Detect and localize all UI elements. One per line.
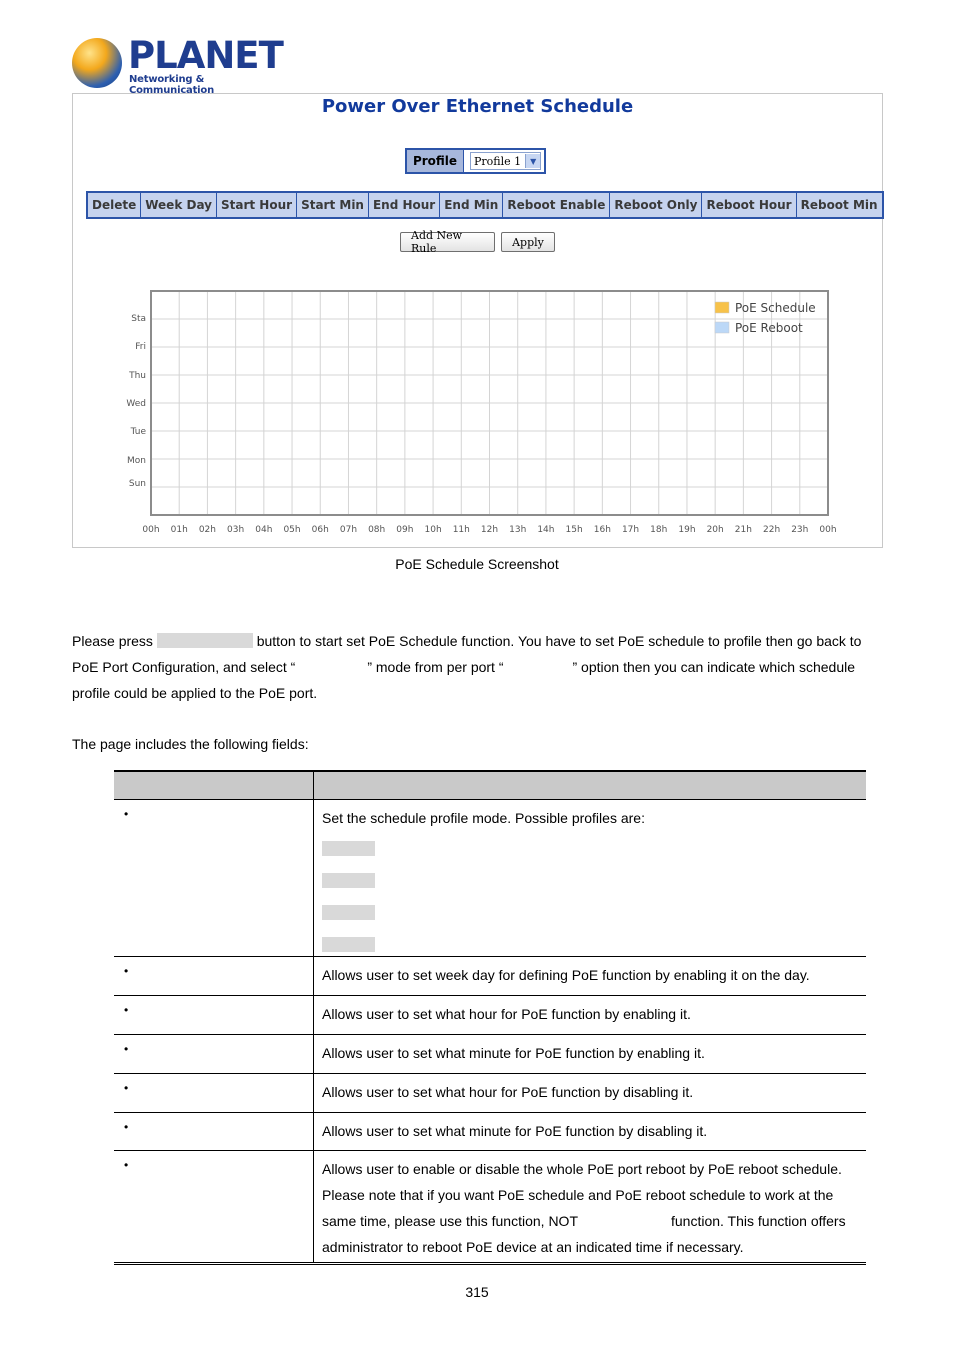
bullet: •: [124, 1158, 129, 1172]
x-tick-label: 10h: [424, 525, 442, 535]
schedule-chart: [113, 282, 853, 542]
x-tick-label: 02h: [198, 525, 216, 535]
page-number: 315: [465, 1284, 489, 1300]
para-text: profile could be applied to the PoE port.: [72, 685, 318, 701]
profile-select[interactable]: [470, 152, 541, 170]
table-row: [114, 1151, 866, 1264]
x-tick-label: 09h: [396, 525, 414, 535]
blank-term: [504, 659, 573, 674]
page-title: Power Over Ethernet Schedule: [321, 96, 634, 117]
profile-select-cell: [464, 150, 544, 172]
x-tick-label: 06h: [311, 525, 329, 535]
legend-label: PoE Schedule: [735, 301, 816, 315]
profile-option: [322, 841, 375, 856]
profile-select-value: Profile 1: [474, 154, 522, 168]
y-tick-label: Thu: [129, 371, 146, 381]
profile-label: Profile: [407, 150, 464, 172]
field-description: Allows user to set what hour for PoE function by enabling it.: [322, 1006, 691, 1022]
bullet: •: [124, 1003, 129, 1017]
field-description: Allows user to set what minute for PoE function by enabling it.: [322, 1045, 705, 1061]
y-tick-label: Sun: [128, 479, 146, 489]
planet-logo: [72, 34, 283, 96]
field-desc-cell: [314, 1035, 867, 1074]
desc-line: Please note that if you want PoE schedule and PoE reboot schedule to work at the: [322, 1187, 834, 1203]
y-tick-label: Mon: [127, 456, 146, 466]
para-text: ” mode from per port “: [367, 659, 504, 675]
y-tick-label: Wed: [126, 399, 146, 409]
field-name-cell: [114, 1113, 314, 1151]
field-name-cell: [114, 996, 314, 1035]
column-header: Reboot Enable: [503, 193, 610, 217]
field-description: Allows user to set what minute for PoE function by disabling it.: [322, 1123, 708, 1139]
globe-icon: [72, 38, 122, 88]
x-tick-label: 21h: [734, 525, 752, 535]
blank-term: [295, 659, 367, 674]
x-tick-label: 13h: [509, 525, 527, 535]
profile-row: [405, 148, 546, 174]
x-tick-label: 16h: [593, 525, 611, 535]
table-header-description: [314, 771, 867, 800]
profile-option: [322, 937, 375, 952]
legend-swatch: [715, 322, 729, 333]
column-header: Start Min: [297, 193, 369, 217]
x-tick-label: 22h: [763, 525, 781, 535]
field-name-cell: [114, 957, 314, 996]
field-name-cell: [114, 1151, 314, 1264]
field-desc-cell: [314, 1113, 867, 1151]
column-header: Delete: [88, 193, 141, 217]
table-row: [114, 996, 866, 1035]
figure-caption: PoE Schedule Screenshot: [395, 556, 559, 572]
profile-option: [322, 873, 375, 888]
x-tick-label: 08h: [368, 525, 386, 535]
blank-term: [578, 1213, 671, 1228]
x-tick-label: 12h: [480, 525, 499, 535]
field-name-cell: [114, 800, 314, 957]
x-tick-label: 00h: [142, 525, 160, 535]
chevron-down-icon[interactable]: ▼: [525, 154, 540, 168]
field-desc-cell: [314, 957, 867, 996]
x-tick-label: 03h: [227, 525, 245, 535]
redacted-button-name: [157, 633, 253, 648]
poe-schedule-screenshot: [72, 93, 883, 548]
add-new-rule-button[interactable]: Add New Rule: [400, 232, 495, 252]
bullet: •: [124, 807, 129, 821]
x-tick-label: 00h: [819, 525, 837, 535]
x-tick-label: 11h: [452, 525, 470, 535]
para-text: ” option then you can indicate which schedule: [572, 659, 856, 675]
x-tick-label: 04h: [255, 525, 273, 535]
y-tick-label: Tue: [130, 427, 146, 437]
legend-swatch: [715, 302, 729, 313]
logo-tagline: Networking & Communication: [129, 74, 214, 96]
rule-table-header: [86, 191, 884, 219]
table-row: [114, 957, 866, 996]
para-text: PoE Port Configuration, and select “: [72, 659, 296, 675]
x-tick-label: 20h: [706, 525, 724, 535]
x-tick-label: 18h: [650, 525, 668, 535]
field-desc-cell: [314, 1074, 867, 1113]
x-tick-label: 23h: [791, 525, 809, 535]
desc-text: same time, please use this function, NOT: [322, 1213, 578, 1229]
field-description: Set the schedule profile mode. Possible profiles are:: [322, 810, 645, 826]
table-header-object: [114, 771, 314, 800]
field-description: [314, 1151, 866, 1262]
legend-label: PoE Reboot: [735, 321, 803, 335]
table-row: [114, 1074, 866, 1113]
field-desc-cell: [314, 800, 867, 957]
para-text: button to start set PoE Schedule function. You have to set PoE schedule to profile then go back to: [252, 633, 862, 649]
bullet: •: [124, 964, 129, 978]
x-tick-label: 07h: [339, 525, 358, 535]
column-header: End Hour: [369, 193, 440, 217]
x-tick-label: 05h: [283, 525, 301, 535]
x-tick-label: 15h: [565, 525, 583, 535]
column-header: Week Day: [141, 193, 217, 217]
field-desc-cell: [314, 996, 867, 1035]
column-header: Reboot Min: [800, 198, 878, 212]
table-row: [114, 800, 866, 957]
field-name-cell: [114, 1035, 314, 1074]
desc-text: function. This function offers: [671, 1213, 846, 1229]
x-tick-label: 14h: [537, 525, 555, 535]
profile-option: [322, 905, 375, 920]
intro-paragraph: [72, 628, 887, 706]
column-header: Reboot Hour: [702, 193, 796, 217]
apply-button[interactable]: Apply: [501, 232, 555, 252]
field-name-cell: [114, 1074, 314, 1113]
bullet: •: [124, 1042, 129, 1056]
logo-brand: PLANET: [128, 34, 283, 77]
desc-line: administrator to reboot PoE device at an indicated time if necessary.: [322, 1239, 744, 1255]
para-text: Please press: [72, 633, 157, 649]
column-header: End Min: [440, 193, 503, 217]
field-desc-cell: [314, 1151, 867, 1264]
table-row: [114, 1113, 866, 1151]
fields-intro: The page includes the following fields:: [72, 736, 309, 752]
field-description: Allows user to set week day for defining PoE function by enabling it on the day.: [322, 967, 810, 983]
column-header: Start Hour: [217, 193, 297, 217]
x-tick-label: 19h: [678, 525, 696, 535]
schedule-chart-svg: [113, 282, 853, 542]
bullet: •: [124, 1081, 129, 1095]
column-header: Reboot Only: [610, 193, 702, 217]
fields-table: [114, 770, 866, 1265]
desc-line: [322, 1208, 858, 1234]
table-row: [114, 1035, 866, 1074]
y-tick-label: Sta: [131, 314, 146, 324]
profile-options: [314, 841, 866, 952]
x-tick-label: 17h: [621, 525, 640, 535]
bullet: •: [124, 1120, 129, 1134]
field-description: Allows user to set what hour for PoE function by disabling it.: [322, 1084, 694, 1100]
y-tick-label: Fri: [135, 342, 146, 352]
desc-line: Allows user to enable or disable the whole PoE port reboot by PoE reboot schedule.: [322, 1161, 842, 1177]
x-tick-label: 01h: [170, 525, 188, 535]
table-header-row: [114, 771, 866, 800]
